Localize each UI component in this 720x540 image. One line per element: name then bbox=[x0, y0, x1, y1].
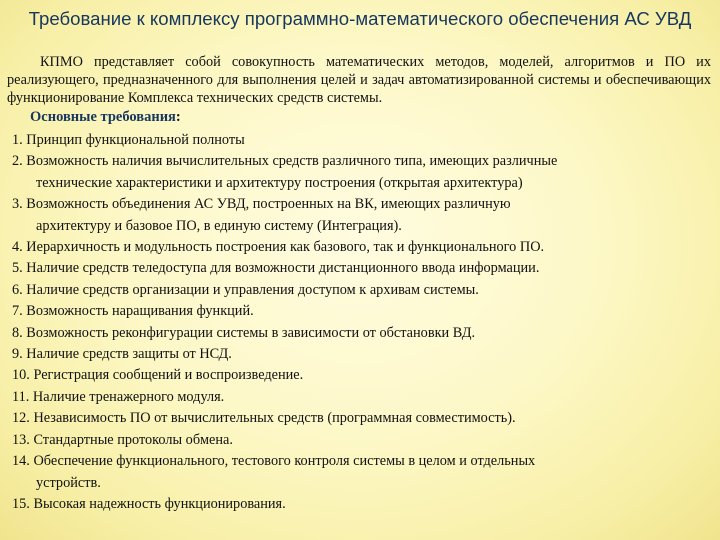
requirement-item-continuation: устройств. bbox=[36, 474, 101, 491]
intro-paragraph: КПМО представляет собой совокупность математических методов, моделей, алгоритмов и ПО их реализующего, предназначенного для выполнения целей и задач автоматизированной системы и обеспечивающих функционирование Комплекса технических средств системы. bbox=[7, 54, 711, 106]
requirement-item: 13. Стандартные протоколы обмена. bbox=[12, 431, 233, 448]
requirement-item-continuation: архитектуру и базовое ПО, в единую систему (Интеграция). bbox=[36, 217, 402, 234]
requirements-heading-colon: : bbox=[175, 109, 181, 125]
requirement-item: 4. Иерархичность и модульность построения как базового, так и функционального ПО. bbox=[12, 239, 545, 256]
requirement-item: 7. Возможность наращивания функций. bbox=[12, 303, 254, 320]
requirement-item: 15. Высокая надежность функционирования. bbox=[12, 495, 286, 512]
requirement-item-continuation: технические характеристики и архитектуру построения (открытая архитектура) bbox=[36, 174, 523, 191]
requirement-item: 1. Принцип функциональной полноты bbox=[12, 132, 245, 148]
requirement-item: 2. Возможность наличия вычислительных средств различного типа, имеющих различные bbox=[12, 153, 558, 170]
requirements-heading bbox=[30, 108, 181, 126]
requirement-item: 11. Наличие тренажерного модуля. bbox=[12, 388, 225, 405]
requirement-item: 8. Возможность реконфигурации системы в зависимости от обстановки ВД. bbox=[12, 324, 476, 341]
requirement-item: 9. Наличие средств защиты от НСД. bbox=[12, 346, 232, 363]
requirement-item: 10. Регистрация сообщений и воспроизведение. bbox=[12, 367, 304, 384]
requirements-list bbox=[12, 130, 712, 515]
requirement-item: 3. Возможность объединения АС УВД, построенных на ВК, имеющих различную bbox=[12, 196, 511, 213]
requirement-item: 12. Независимость ПО от вычислительных средств (программная совместимость). bbox=[12, 410, 516, 427]
requirement-item: 6. Наличие средств организации и управления доступом к архивам системы. bbox=[12, 281, 479, 298]
requirement-item: 14. Обеспечение функционального, тестового контроля системы в целом и отдельных bbox=[12, 453, 536, 470]
requirement-item: 5. Наличие средств теледоступа для возможности дистанционного ввода информации. bbox=[12, 260, 540, 277]
slide-title: Требование к комплексу программно-математического обеспечения АС УВД bbox=[28, 8, 692, 29]
requirements-heading-text: Основные требования bbox=[30, 109, 176, 125]
